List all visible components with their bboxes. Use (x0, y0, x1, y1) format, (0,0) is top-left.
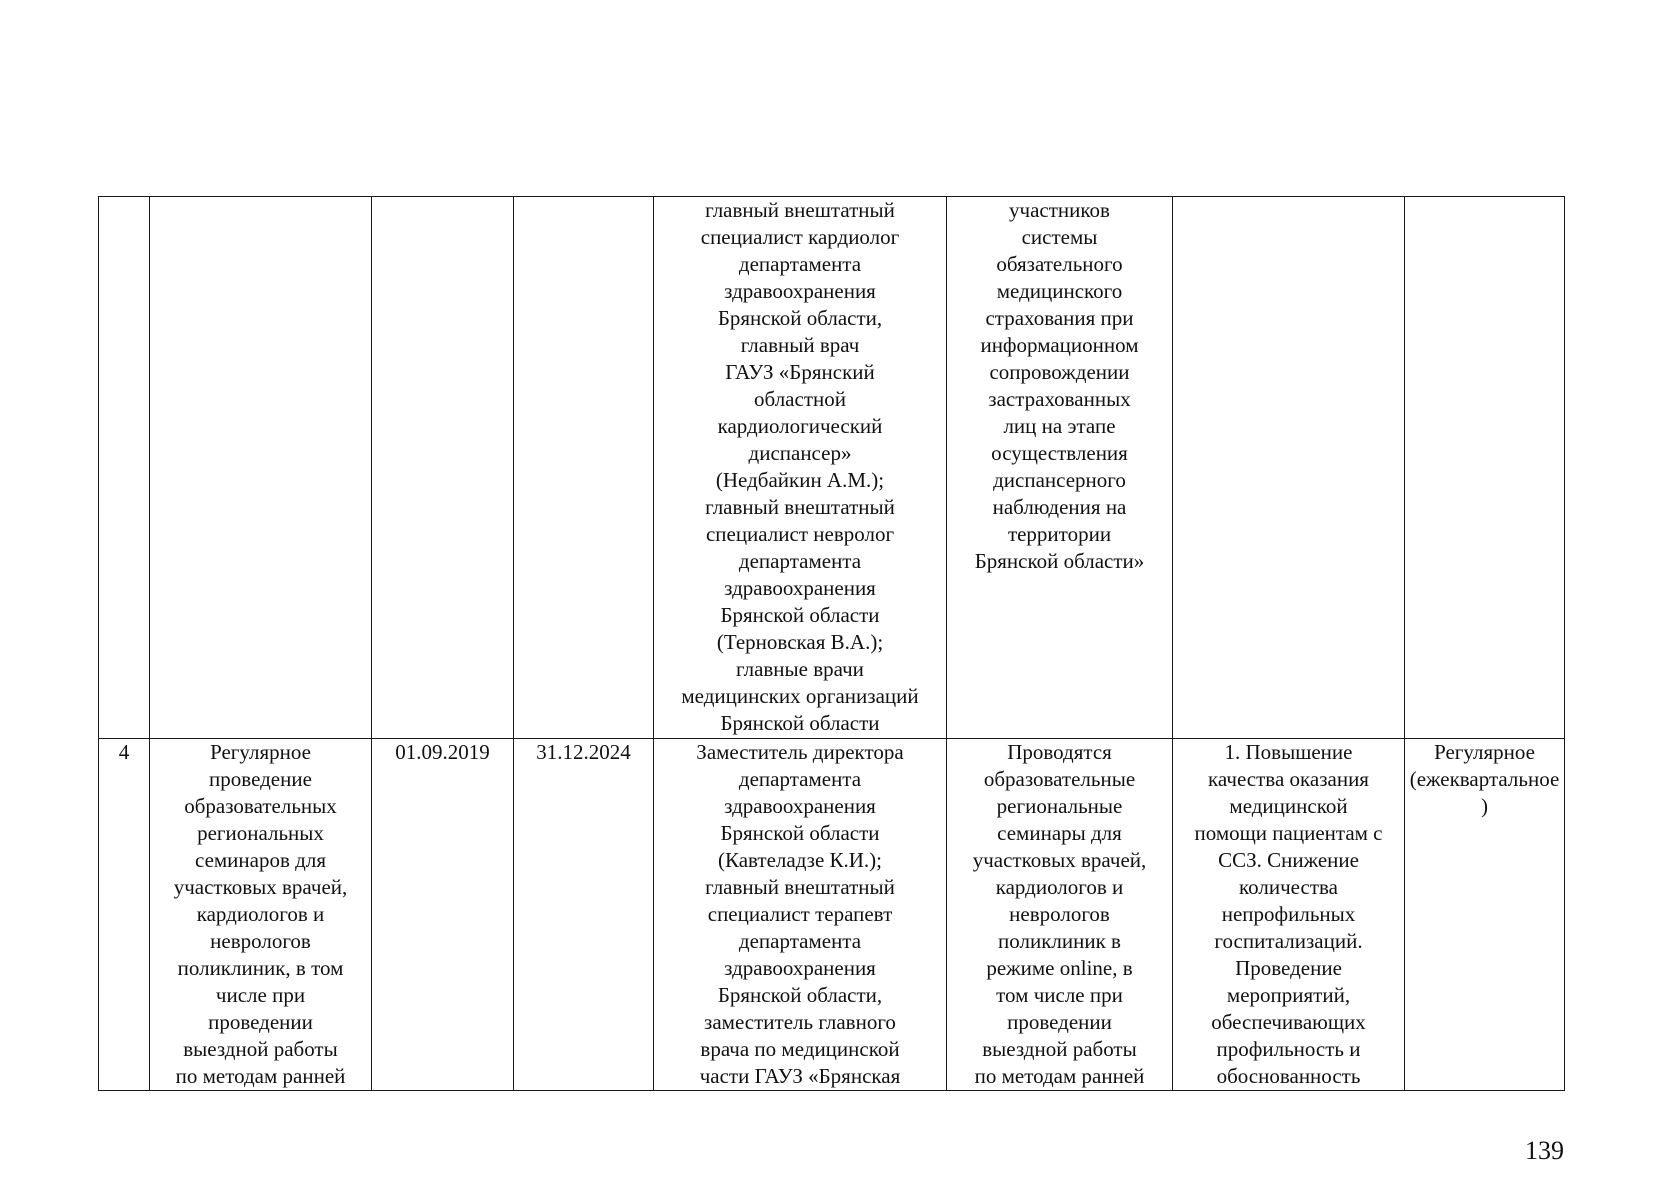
cell-number (99, 197, 150, 739)
cell-responsible: Заместитель директора департамента здравоохранения Брянской области (Кавтеладзе К.И.); главный внештатный специалист терапевт департамента здравоохранения Брянской области, заместитель главного врача по медицинской части ГАУЗ «Брянская (654, 739, 947, 1091)
cell-result (1173, 197, 1405, 739)
cell-activity: Регулярное проведение образовательных региональных семинаров для участковых врачей, кардиологов и неврологов поликлиник, в том числе при проведении выездной работы по методам ранней (150, 739, 372, 1091)
cell-start-date: 01.09.2019 (372, 739, 514, 1091)
cell-periodicity: Регулярное (ежеквартальное) (1405, 739, 1565, 1091)
table-row (99, 197, 1565, 739)
cell-description: участников системы обязательного медицинского страхования при информационном сопровождении застрахованных лиц на этапе осуществления диспансерного наблюдения на территории Брянской области» (947, 197, 1173, 739)
cell-number: 4 (99, 739, 150, 1091)
cell-end-date: 31.12.2024 (514, 739, 654, 1091)
table-row (99, 739, 1565, 1091)
cell-description: Проводятся образовательные региональные семинары для участковых врачей, кардиологов и неврологов поликлиник в режиме online, в том числе при проведении выездной работы по методам ранней (947, 739, 1173, 1091)
action-plan-table (98, 196, 1565, 1091)
cell-activity (150, 197, 372, 739)
cell-periodicity (1405, 197, 1565, 739)
cell-start-date (372, 197, 514, 739)
page-number: 139 (1525, 1136, 1564, 1165)
cell-responsible: главный внештатный специалист кардиолог департамента здравоохранения Брянской области, главный врач ГАУЗ «Брянский областной кардиологический диспансер» (Недбайкин А.М.); главный внештатный специалист невролог департамента здравоохранения Брянской области (Терновская В.А.); главные врачи медицинских организаций Брянской области (654, 197, 947, 739)
cell-result: 1. Повышение качества оказания медицинской помощи пациентам с ССЗ. Снижение количества непрофильных госпитализаций. Проведение мероприятий, обеспечивающих профильность и обоснованность (1173, 739, 1405, 1091)
cell-end-date (514, 197, 654, 739)
